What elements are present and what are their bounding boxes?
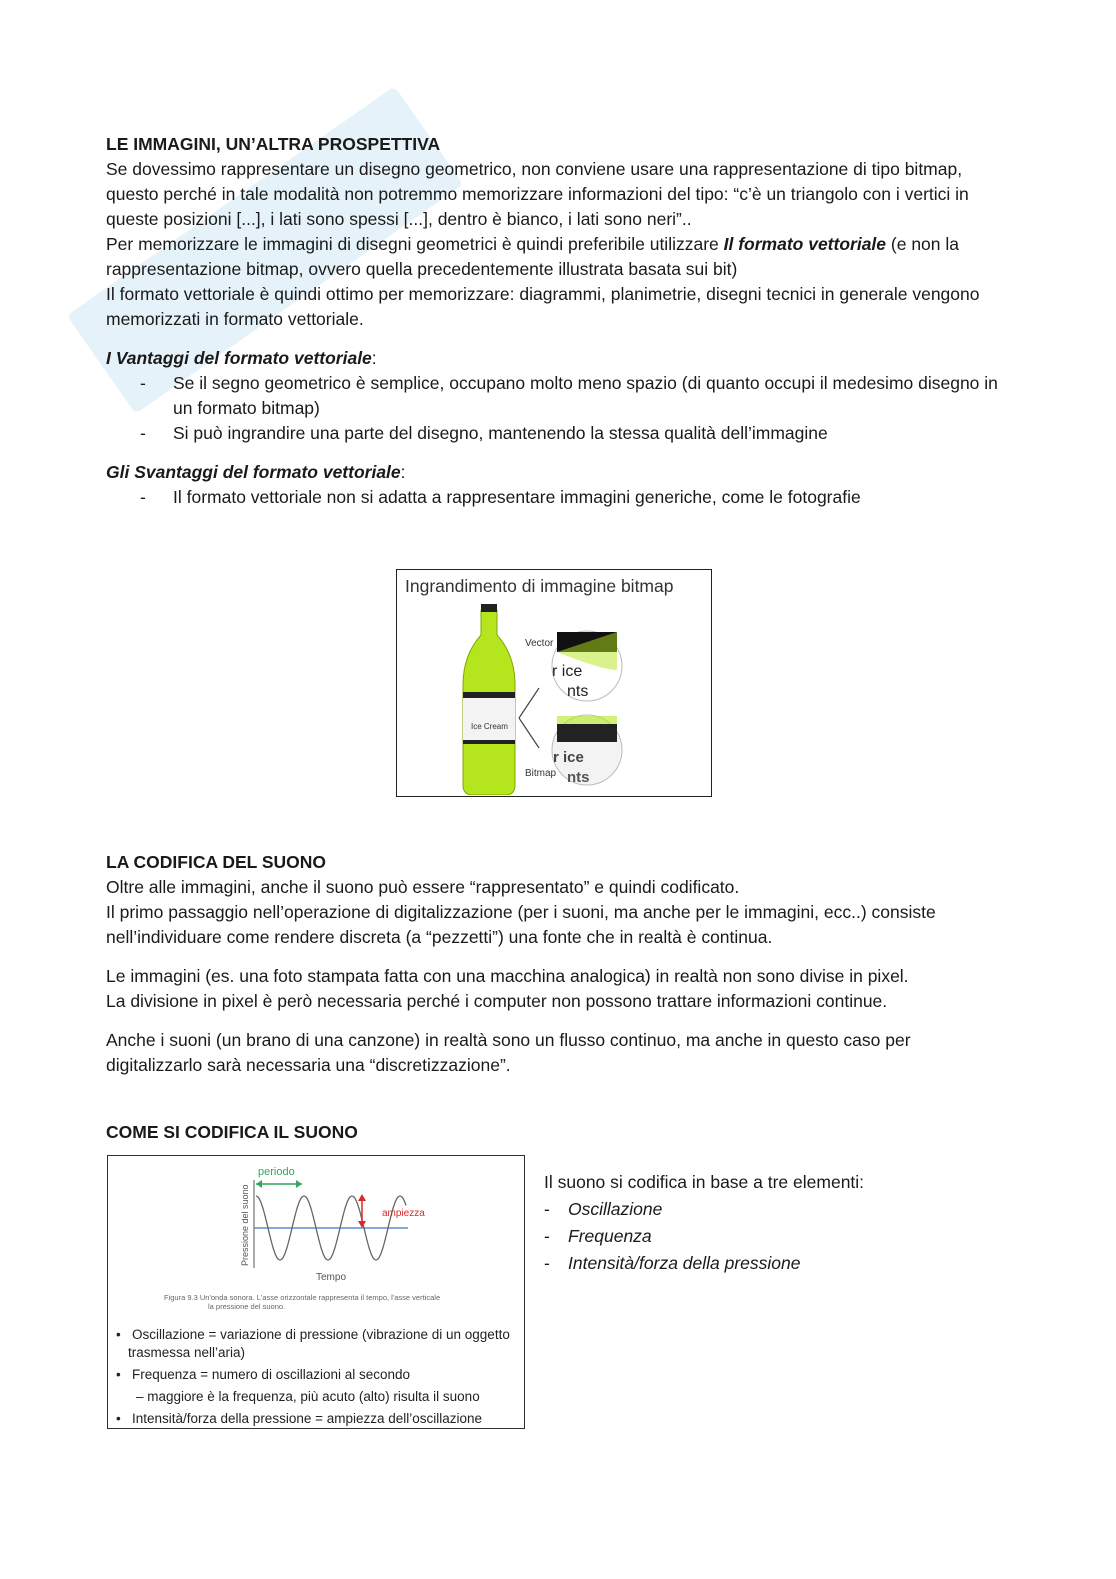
vector-zoom-text: nts bbox=[567, 683, 589, 700]
list-item: - Il formato vettoriale non si adatta a rappresentare immagini generiche, come le fotografie bbox=[140, 487, 861, 507]
paragraph: Per memorizzare le immagini di disegni geometrici è quindi preferibile utilizzare Il formato vettoriale (e non la rappresentazione bitmap, ovvero quella precedentemente illustrata basata sui bit) bbox=[106, 234, 959, 279]
document-body bbox=[106, 132, 1006, 510]
list-item: - Frequenza bbox=[544, 1226, 652, 1246]
sound-intro: Il suono si codifica in base a tre elementi: bbox=[544, 1172, 865, 1192]
vector-zoom-text: r ice bbox=[552, 663, 583, 680]
section-title-immagini: LE IMMAGINI, UN’ALTRA PROSPETTIVA bbox=[106, 134, 441, 154]
figure-title: Ingrandimento di immagine bitmap bbox=[405, 576, 674, 596]
paragraph: Oltre alle immagini, anche il suono può essere “rappresentato” e quindi codificato. bbox=[106, 877, 740, 897]
bullet-oscillazione: • Oscillazione = variazione di pressione (vibrazione di un oggetto bbox=[116, 1327, 510, 1342]
section-title-codifica: LA CODIFICA DEL SUONO bbox=[106, 852, 327, 872]
svantaggi-heading: Gli Svantaggi del formato vettoriale: bbox=[106, 462, 406, 482]
bottle-label: Ice Cream bbox=[471, 722, 508, 731]
sound-wave-chart bbox=[108, 1156, 523, 1316]
bitmap-label: Bitmap bbox=[525, 768, 557, 779]
bitmap-zoom-text: r ice bbox=[553, 749, 584, 766]
periodo-label: periodo bbox=[258, 1166, 295, 1178]
paragraph: Se dovessimo rappresentare un disegno geometrico, non conviene usare una rappresentazione di tipo bitmap, questo perché in tale modalità non potremmo memorizzare informazioni del tipo: “c’è un triangolo con i vertici in queste posizioni [...], i lati sono spessi [...], dentro è bianco, i lati sono neri”.. bbox=[106, 159, 969, 229]
bitmap-zoom-figure bbox=[396, 569, 712, 797]
ampiezza-label: ampiezza bbox=[382, 1208, 425, 1219]
bullet-frequenza-sub: – maggiore è la frequenza, più acuto (alto) risulta il suono bbox=[136, 1389, 480, 1404]
paragraph: Le immagini (es. una foto stampata fatta con una macchina analogica) in realtà non sono divise in pixel. bbox=[106, 966, 909, 986]
paragraph: La divisione in pixel è però necessaria perché i computer non possono trattare informazioni continue. bbox=[106, 991, 888, 1011]
section-title-come: COME SI CODIFICA IL SUONO bbox=[106, 1122, 358, 1142]
list-item: - Intensità/forza della pressione bbox=[544, 1253, 801, 1273]
list-item: - Oscillazione bbox=[544, 1199, 663, 1219]
list-item: - Se il segno geometrico è semplice, occupano molto meno spazio (di quanto occupi il medesimo disegno in un formato bitmap) bbox=[140, 373, 998, 418]
list-item: - Si può ingrandire una parte del disegno, mantenendo la stessa qualità dell’immagine bbox=[140, 423, 828, 443]
bottle-illustration bbox=[397, 600, 710, 795]
bitmap-zoom-text: nts bbox=[567, 769, 590, 786]
paragraph: Il formato vettoriale è quindi ottimo per memorizzare: diagrammi, planimetrie, disegni tecnici in generale vengono memorizzati in formato vettoriale. bbox=[106, 284, 980, 329]
bullet-intensita: • Intensità/forza della pressione = ampiezza dell’oscillazione bbox=[116, 1411, 483, 1426]
bullet-oscillazione-cont: trasmessa nell’aria) bbox=[128, 1345, 246, 1360]
vantaggi-list bbox=[106, 371, 1006, 446]
section-come-si-codifica bbox=[106, 1120, 1006, 1145]
bullet-frequenza: • Frequenza = numero di oscillazioni al secondo bbox=[116, 1367, 411, 1382]
figure-caption: la pressione del suono. bbox=[208, 1302, 286, 1311]
figure-caption: Figura 9.3 Un'onda sonora. L'asse orizzontale rappresenta il tempo, l'asse verticale bbox=[164, 1293, 441, 1302]
paragraph: Il primo passaggio nell’operazione di digitalizzazione (per i suoni, ma anche per le immagini, ecc..) consiste nell’individuare come rendere discreta (a “pezzetti”) una fonte che in realtà è continua. bbox=[106, 902, 936, 947]
svantaggi-list bbox=[106, 485, 1006, 510]
vantaggi-heading: I Vantaggi del formato vettoriale: bbox=[106, 348, 377, 368]
y-axis-label: Pressione del suono bbox=[240, 1184, 250, 1266]
vector-label: Vector bbox=[525, 638, 554, 649]
section-codifica-suono bbox=[106, 850, 1006, 1078]
paragraph: Anche i suoni (un brano di una canzone) in realtà sono un flusso continuo, ma anche in questo caso per digitalizzarlo sarà necessaria una “discretizzazione”. bbox=[106, 1030, 911, 1075]
sound-wave-figure bbox=[107, 1155, 525, 1429]
sound-elements bbox=[544, 1169, 864, 1277]
x-axis-label: Tempo bbox=[316, 1272, 347, 1283]
